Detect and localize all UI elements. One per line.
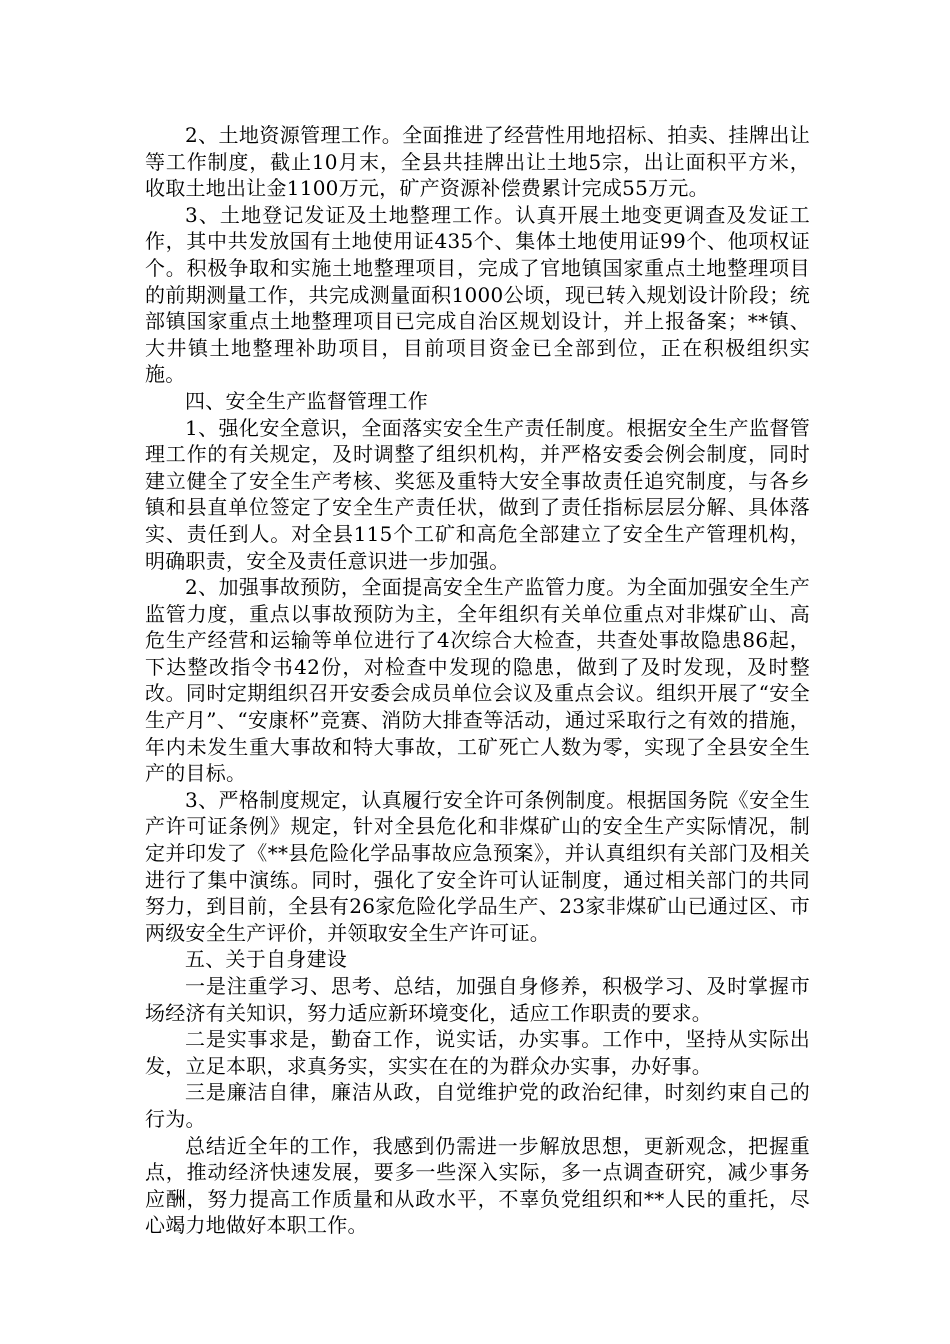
paragraph-study: 一是注重学习、思考、总结，加强自身修养，积极学习、及时掌握市场经济有关知识，努力适应新环境变化，适应工作职责的要求。 xyxy=(145,974,810,1025)
paragraph-safety-license: 3、严格制度规定，认真履行安全许可条例制度。根据国务院《安全生产许可证条例》规定，针对全县危化和非煤矿山的安全生产实际情况，制定并印发了《**县危险化学品事故应急预案》，并认真组织有关部门及相关进行了集中演练。同时，强化了安全许可认证制度，通过相关部门的共同努力，到目前，全县有26家危险化学品生产、23家非煤矿山已通过区、市两级安全生产评价，并领取安全生产许可证。 xyxy=(145,787,810,945)
section-heading-safety-production: 四、安全生产监督管理工作 xyxy=(185,388,428,413)
section-heading-self-development: 五、关于自身建设 xyxy=(185,947,347,972)
paragraph-summary: 总结近全年的工作，我感到仍需进一步解放思想，更新观念，把握重点，推动经济快速发展，要多一些深入实际，多一点调查研究，减少事务应酬，努力提高工作质量和从政水平，不辜负党组织和**人民的重托，尽心竭力地做好本职工作。 xyxy=(145,1133,810,1238)
paragraph-safety-awareness: 1、强化安全意识，全面落实安全生产责任制度。根据安全生产监督管理工作的有关规定，及时调整了组织机构，并严格安委会例会制度，同时建立健全了安全生产考核、奖惩及重特大安全事故责任追究制度，与各乡镇和县直单位签定了安全生产责任状，做到了责任指标层层分解、具体落实、责任到人。对全县115个工矿和高危全部建立了安全生产管理机构，明确职责，安全及责任意识进一步加强。 xyxy=(145,415,810,573)
paragraph-integrity: 三是廉洁自律，廉洁从政，自觉维护党的政治纪律，时刻约束自己的行为。 xyxy=(145,1080,810,1131)
paragraph-accident-prevention: 2、加强事故预防，全面提高安全生产监管力度。为全面加强安全生产监管力度，重点以事故预防为主，全年组织有关单位重点对非煤矿山、高危生产经营和运输等单位进行了4次综合大检查，共查处事故隐患86起，下达整改指令书42份，对检查中发现的隐患，做到了及时发现，及时整改。同时定期组织召开安委会成员单位会议及重点会议。组织开展了“安全生产月”、“安康杯”竞赛、消防大排查等活动，通过采取行之有效的措施，年内未发生重大事故和特大事故，工矿死亡人数为零，实现了全县安全生产的目标。 xyxy=(145,575,810,786)
paragraph-practical-work: 二是实事求是，勤奋工作，说实话，办实事。工作中，坚持从实际出发，立足本职，求真务实，实实在在的为群众办实事，办好事。 xyxy=(145,1027,810,1078)
paragraph-land-registration: 3、土地登记发证及土地整理工作。认真开展土地变更调查及发证工作，其中共发放国有土地使用证435个、集体土地使用证99个、他项权证个。积极争取和实施土地整理项目，完成了官地镇国家重点土地整理项目的前期测量工作，共完成测量面积1000公顷，现已转入规划设计阶段；统部镇国家重点土地整理项目已完成自治区规划设计，并上报备案；**镇、大井镇土地整理补助项目，目前项目资金已全部到位，正在积极组织实施。 xyxy=(145,202,810,387)
paragraph-land-resource-management: 2、土地资源管理工作。全面推进了经营性用地招标、拍卖、挂牌出让等工作制度，截止10月末，全县共挂牌出让土地5宗，出让面积平方米，收取土地出让金1100万元，矿产资源补偿费累计完成55万元。 xyxy=(145,123,810,201)
document-body xyxy=(145,122,810,1239)
